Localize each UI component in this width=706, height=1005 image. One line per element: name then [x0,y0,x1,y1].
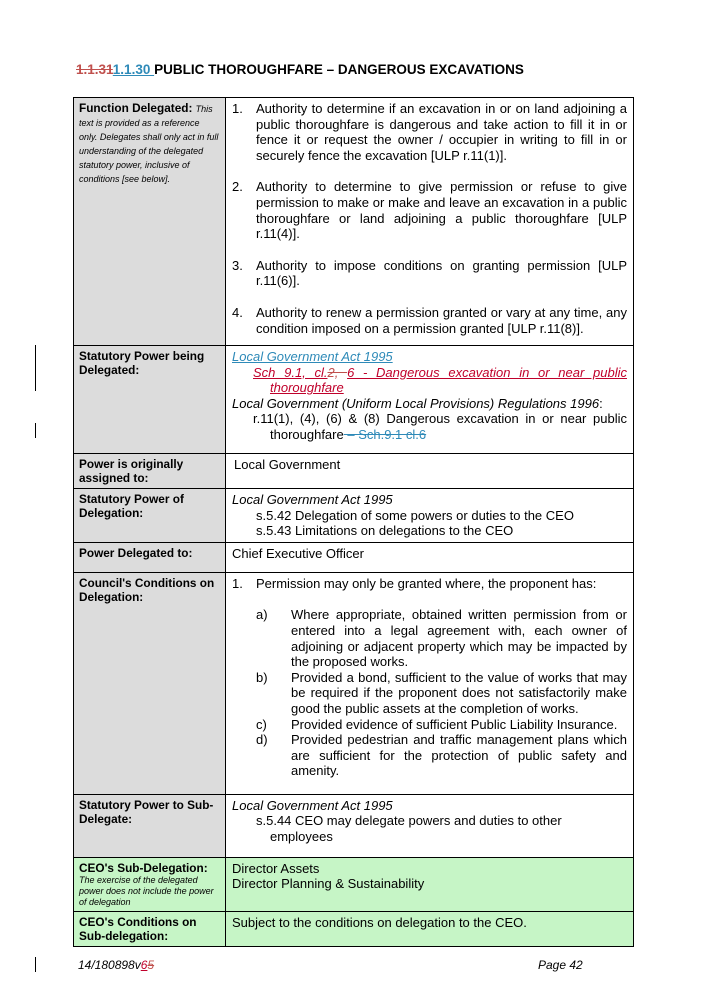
label-cell [74,346,226,454]
act-inserted: Local Government Act 1995 [232,349,393,364]
list-item: c) Provided evidence of sufficient Public Liability Insurance. [256,716,618,732]
heading-number-inserted: 1.1.30 [112,62,155,77]
change-bar [35,957,36,972]
label-cell [74,542,226,572]
label-cell [74,489,226,543]
row-sub-power [74,794,634,857]
label-original-power: Power is originally assigned to: [79,457,184,485]
label-delegated-to: Power Delegated to: [79,545,193,560]
list-item: 3. Authority to impose conditions on granting permission [ULP r.11(6)]. [232,257,627,289]
function-items [226,98,634,346]
label-delegation-power: Statutory Power of Delegation: [79,492,184,520]
row-ceo-conditions [74,911,634,946]
row-delegated-to [74,542,634,572]
label-cell [74,794,226,857]
delegation-power-cell: Local Government Act 1995 s.5.42 Delegation of some powers or duties to the CEO s.5.43 Limitations on delegations to the CEO [226,489,634,543]
row-function-delegated [74,98,634,346]
list-item: 2. Authority to determine to give permission or refuse to give permission to make or make and leave an excavation in a public thoroughfare or land adjoining a public thoroughfare [ULP r.11(4)]. [232,179,627,242]
page-number: Page 42 [538,958,583,972]
label-ceo-sub-delegation: CEO's Sub-Delegation: [79,860,208,875]
label-conditions: Council's Conditions on Delegation: [79,575,215,604]
list-item: a) Where appropriate, obtained written permission from or entered into a legal agreement with, each owner of adjoining or adjacent property which may be impacted by the proposed works. [256,607,627,670]
label-cell [74,857,226,911]
delegation-table [73,97,634,947]
ceo-sub-delegation-cell: Director Assets Director Planning & Sustainability [226,857,634,911]
label-statutory-power: Statutory Power being Delegated: [79,349,205,377]
row-original-power [74,454,634,489]
list-item: 1. Authority to determine if an excavation in or on land adjoining a public thoroughfare is dangerous and take action to fill it in or fence it or request the owner / occupier in writing to fill in or securely fence the excavation [ULP r.11(1)]. [232,101,627,163]
label-ceo-conditions: CEO's Conditions on Sub-delegation: [79,914,197,943]
label-sub-power: Statutory Power to Sub-Delegate: [79,797,214,826]
change-bar [35,345,36,391]
label-cell [74,911,226,946]
label-cell [74,98,226,346]
sub-delegation-note: The exercise of the delegated power does not include the power of delegation [79,874,214,907]
regulations-title: Local Government (Uniform Local Provisions) Regulations 1996: [232,395,603,411]
label-cell [74,572,226,794]
schedule-line: Sch 9.1, cl.2, 6 - Dangerous excavation in or near public thoroughfare [253,364,627,396]
change-bar [35,423,36,438]
page-heading [76,62,524,77]
label-cell [74,454,226,489]
statutory-power-cell [226,346,634,454]
list-item: d) Provided pedestrian and traffic management plans which are sufficient for the protection of public safety and amenity. [256,732,627,779]
heading-title: PUBLIC THOROUGHFARE – DANGEROUS EXCAVATIONS [154,62,524,77]
row-conditions [74,572,634,794]
row-statutory-power [74,346,634,454]
label-function-delegated: Function Delegated: [79,101,193,115]
reference-note: This text is provided as a reference only. Delegates shall only act in full understanding of the delegated statutory power, inclusive of conditions [see below]. [79,104,219,184]
original-power-value: Local Government [226,454,634,489]
delegated-to-value: Chief Executive Officer [226,542,634,572]
row-delegation-power [74,489,634,543]
document-number: 14/180898v65 [78,958,155,972]
ceo-conditions-value: Subject to the conditions on delegation to the CEO. [226,911,634,946]
list-item: b) Provided a bond, sufficient to the value of works that may be required if the proponent does not satisfactorily make good the public assets at the completion of works. [256,669,627,716]
list-item: 4. Authority to renew a permission granted or vary at any time, any condition imposed on a permission granted [ULP r.11(8)]. [232,304,627,336]
regulation-line: r.11(1), (4), (6) & (8) Dangerous excavation in or near public thoroughfare – Sch.9.1 cl.6 [253,411,627,442]
row-ceo-sub-delegation [74,857,634,911]
list-item: 1. Permission may only be granted where, the proponent has: [232,575,597,591]
sub-power-cell: Local Government Act 1995 s.5.44 CEO may delegate powers and duties to other employees [226,794,634,857]
conditions-cell [226,572,634,794]
heading-number-deleted: 1.1.31 [76,62,113,77]
